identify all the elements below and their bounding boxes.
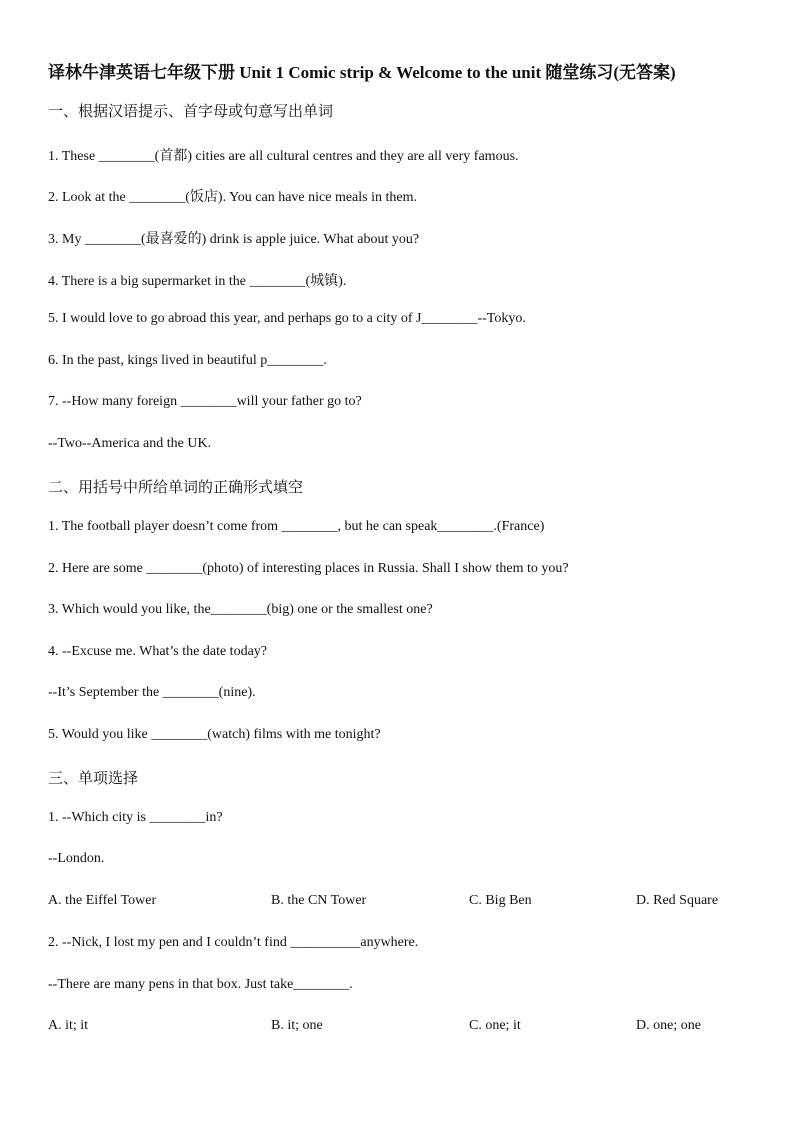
- document-title: 译林牛津英语七年级下册 Unit 1 Comic strip & Welcome to the unit 随堂练习(无答案): [48, 63, 676, 82]
- s1-question-1: 1. These ________(首都) cities are all cultural centres and they are all very famous.: [48, 149, 519, 164]
- s2-question-3: 3. Which would you like, the________(big) one or the smallest one?: [48, 602, 433, 617]
- section-3-heading: 三、单项选择: [48, 769, 139, 787]
- s1-question-7: 7. --How many foreign ________will your father go to?: [48, 394, 362, 409]
- section-2-heading: 二、用括号中所给单词的正确形式填空: [48, 478, 304, 496]
- s2-question-4-answer-line: --It’s September the ________(nine).: [48, 685, 256, 700]
- s2-question-4: 4. --Excuse me. What’s the date today?: [48, 644, 267, 659]
- s1-question-4: 4. There is a big supermarket in the ________(城镇).: [48, 274, 347, 289]
- s3-q1-option-a: A. the Eiffel Tower: [48, 893, 157, 908]
- s3-q1-option-c: C. Big Ben: [469, 893, 532, 908]
- s1-question-7-answer-line: --Two--America and the UK.: [48, 436, 212, 451]
- s3-q1-option-b: B. the CN Tower: [271, 893, 367, 908]
- s3-q2-option-b: B. it; one: [271, 1018, 323, 1033]
- s1-question-5: 5. I would love to go abroad this year, and perhaps go to a city of J________--Tokyo.: [48, 311, 526, 326]
- s3-q1-option-d: D. Red Square: [636, 893, 719, 908]
- s3-q2-option-d: D. one; one: [636, 1018, 701, 1033]
- s3-q2-answer-line: --There are many pens in that box. Just take________.: [48, 977, 353, 992]
- s3-q1-answer-line: --London.: [48, 851, 105, 866]
- s2-question-1: 1. The football player doesn’t come from ________, but he can speak________.(France): [48, 519, 545, 534]
- s1-question-6: 6. In the past, kings lived in beautiful p________.: [48, 353, 327, 368]
- section-1-heading: 一、根据汉语提示、首字母或句意写出单词: [48, 102, 334, 120]
- s2-question-2: 2. Here are some ________(photo) of interesting places in Russia. Shall I show them to you?: [48, 561, 569, 576]
- s3-q2-option-a: A. it; it: [48, 1018, 89, 1033]
- s1-question-3: 3. My ________(最喜爱的) drink is apple juice. What about you?: [48, 232, 420, 247]
- s3-q1-stem: 1. --Which city is ________in?: [48, 810, 223, 825]
- s3-q2-stem: 2. --Nick, I lost my pen and I couldn’t find __________anywhere.: [48, 935, 419, 950]
- s1-question-2: 2. Look at the ________(饭店). You can have nice meals in them.: [48, 190, 417, 205]
- s2-question-5: 5. Would you like ________(watch) films with me tonight?: [48, 727, 381, 742]
- s3-q2-option-c: C. one; it: [469, 1018, 521, 1033]
